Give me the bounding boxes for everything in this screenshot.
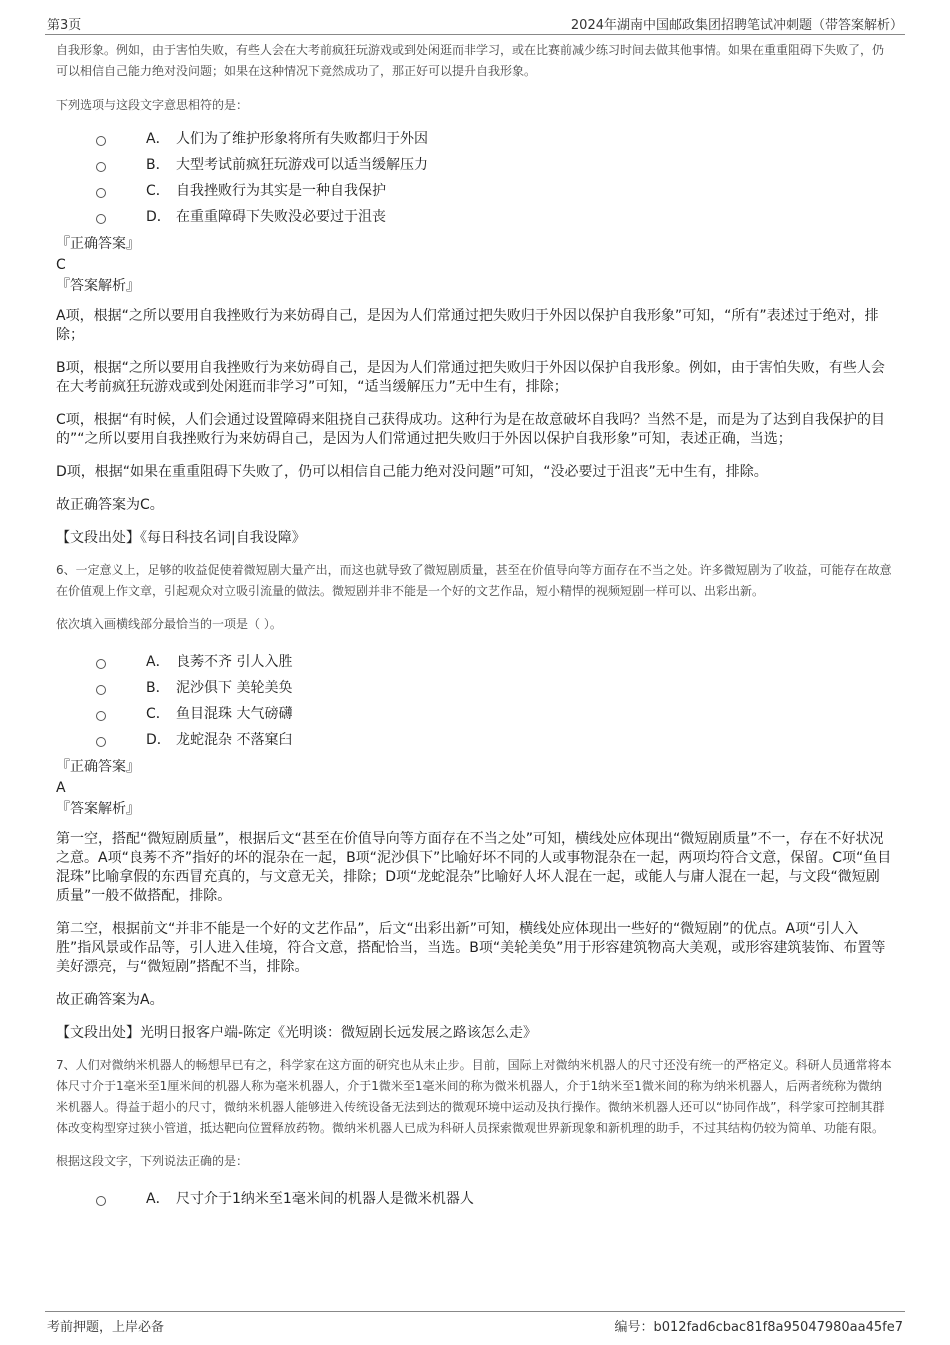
document-title: 2024年湖南中国邮政集团招聘笔试冲刺题（带答案解析） <box>570 18 903 33</box>
q6-answer-label: 『正确答案』 <box>56 759 140 775</box>
q7-options <box>56 1186 892 1212</box>
page-content <box>56 40 892 1212</box>
radio-icon[interactable] <box>96 136 106 146</box>
q5-passage-tail: 自我形象。例如，由于害怕失败，有些人会在大考前疯狂玩游戏或到处闲逛而非学习，或在比赛前减少练习时间去做其他事情。如果在重重阻碍下失败了，仍可以相信自己能力绝对没问题；如果在这种情况下竟然成功了，那正好可以提升自我形象。 <box>56 43 885 78</box>
q6-analysis-label: 『答案解析』 <box>56 801 140 817</box>
q5-answer: C <box>56 257 66 273</box>
radio-icon[interactable] <box>96 711 106 721</box>
q5-conclusion: 故正确答案为C。 <box>56 497 164 513</box>
q6-options <box>56 649 892 753</box>
q5-analysis-d: D项，根据“如果在重重阻碍下失败了，仍可以相信自己能力绝对没问题”可知，“没必要过于沮丧”无中生有，排除。 <box>56 464 768 480</box>
q6-passage: 6、一定意义上，足够的收益促使着微短剧大量产出，而这也就导致了微短剧质量，甚至在价值导向等方面存在不当之处。许多微短剧为了收益，可能存在故意在价值观上作文章，引起观众对立吸引流量的做法。微短剧并非不能是一个好的文艺作品，短小精悍的视频短剧一样可以、出彩出新。 <box>56 563 892 598</box>
q7-question: 根据这段文字，下列说法正确的是： <box>56 1154 249 1168</box>
footer-slogan: 考前押题，上岸必备 <box>47 1320 165 1335</box>
q5-answer-label: 『正确答案』 <box>56 236 140 252</box>
q5-question: 下列选项与这段文字意思相符的是： <box>56 98 249 112</box>
q6-question: 依次填入画横线部分最恰当的一项是（ ）。 <box>56 617 282 631</box>
q5-analysis-a: A项，根据“之所以要用自我挫败行为来妨碍自己，是因为人们常通过把失败归于外因以保护自我形象”可知，“所有”表述过于绝对，排除； <box>56 308 879 343</box>
q5-option-d[interactable]: D． 在重重障碍下失败没必要过于沮丧 <box>56 204 892 230</box>
radio-icon[interactable] <box>96 1196 106 1206</box>
document-id: 编号：b012fad6cbac81f8a95047980aa45fe7 <box>614 1320 903 1335</box>
q7-option-a[interactable]: A． 尺寸介于1纳米至1毫米间的机器人是微米机器人 <box>56 1186 892 1212</box>
radio-icon[interactable] <box>96 214 106 224</box>
q7-passage: 7、人们对微纳米机器人的畅想早已有之，科学家在这方面的研究也从未止步。目前，国际上对微纳米机器人的尺寸还没有统一的严格定义。科研人员通常将本体尺寸介于1毫米至1厘米间的机器人称为毫米机器人，介于1微米至1毫米间的称为微米机器人，介于1纳米至1微米间的称为纳米机器人，后两者统称为微纳米机器人。得益于超小的尺寸，微纳米机器人能够进入传统设备无法到达的微观环境中运动及执行操作。微纳米机器人还可以“协同作战”，科学家可控制其群体改变构型穿过狭小管道，抵达靶向位置释放药物。微纳米机器人已成为科研人员探索微观世界新现象和新机理的助手，不过其结构仍较为简单、功能有限。 <box>56 1058 892 1135</box>
q6-option-c[interactable]: C． 鱼目混珠 大气磅礴 <box>56 701 892 727</box>
q6-option-d[interactable]: D． 龙蛇混杂 不落窠臼 <box>56 727 892 753</box>
q5-source: 【文段出处】《每日科技名词|自我设障》 <box>56 530 306 546</box>
q5-option-b[interactable]: B． 大型考试前疯狂玩游戏可以适当缓解压力 <box>56 152 892 178</box>
q6-analysis-first-blank: 第一空，搭配“微短剧质量”，根据后文“甚至在价值导向等方面存在不当之处”可知，横线处应体现出“微短剧质量”不一，存在不好状况之意。A项“良莠不齐”指好的坏的混杂在一起，B项“泥沙俱下”比喻好坏不同的人或事物混杂在一起，两项均符合文意，保留。C项“鱼目混珠”比喻拿假的东西冒充真的，与文意无关，排除；D项“龙蛇混杂”比喻好人坏人混在一起，或能人与庸人混在一起，与文段“微短剧质量”一般不做搭配，排除。 <box>56 831 892 904</box>
q5-options <box>56 126 892 230</box>
q5-option-a[interactable]: A． 人们为了维护形象将所有失败都归于外因 <box>56 126 892 152</box>
radio-icon[interactable] <box>96 737 106 747</box>
page-header <box>45 12 905 35</box>
radio-icon[interactable] <box>96 659 106 669</box>
page-number: 第3页 <box>47 18 82 33</box>
q5-analysis-label: 『答案解析』 <box>56 278 140 294</box>
q5-analysis-b: B项，根据“之所以要用自我挫败行为来妨碍自己，是因为人们常通过把失败归于外因以保护自我形象。例如，由于害怕失败，有些人会在大考前疯狂玩游戏或到处闲逛而非学习”可知，“适当缓解压力”无中生有，排除； <box>56 360 885 395</box>
q6-option-b[interactable]: B． 泥沙俱下 美轮美奂 <box>56 675 892 701</box>
radio-icon[interactable] <box>96 685 106 695</box>
q6-conclusion: 故正确答案为A。 <box>56 992 164 1008</box>
q6-source: 【文段出处】光明日报客户端-陈定《光明谈：微短剧长远发展之路该怎么走》 <box>56 1025 538 1041</box>
q5-analysis-c: C项，根据“有时候，人们会通过设置障碍来阻挠自己获得成功。这种行为是在故意破坏自我吗？当然不是，而是为了达到自我保护的目的”“之所以要用自我挫败行为来妨碍自己，是因为人们常通过把失败归于外因以保护自我形象”可知，表述正确，当选； <box>56 412 886 447</box>
page-footer <box>45 1311 905 1334</box>
radio-icon[interactable] <box>96 188 106 198</box>
q6-option-a[interactable]: A． 良莠不齐 引人入胜 <box>56 649 892 675</box>
q6-analysis-second-blank: 第二空，根据前文“并非不能是一个好的文艺作品”，后文“出彩出新”可知，横线处应体现出一些好的“微短剧”的优点。A项“引人入胜”指风景或作品等，引人进入佳境，符合文意，搭配恰当，当选。B项“美轮美奂”用于形容建筑物高大美观，或形容建筑装饰、布置等美好漂亮，与“微短剧”搭配不当，排除。 <box>56 921 886 975</box>
q5-option-c[interactable]: C． 自我挫败行为其实是一种自我保护 <box>56 178 892 204</box>
radio-icon[interactable] <box>96 162 106 172</box>
q6-answer: A <box>56 780 66 796</box>
